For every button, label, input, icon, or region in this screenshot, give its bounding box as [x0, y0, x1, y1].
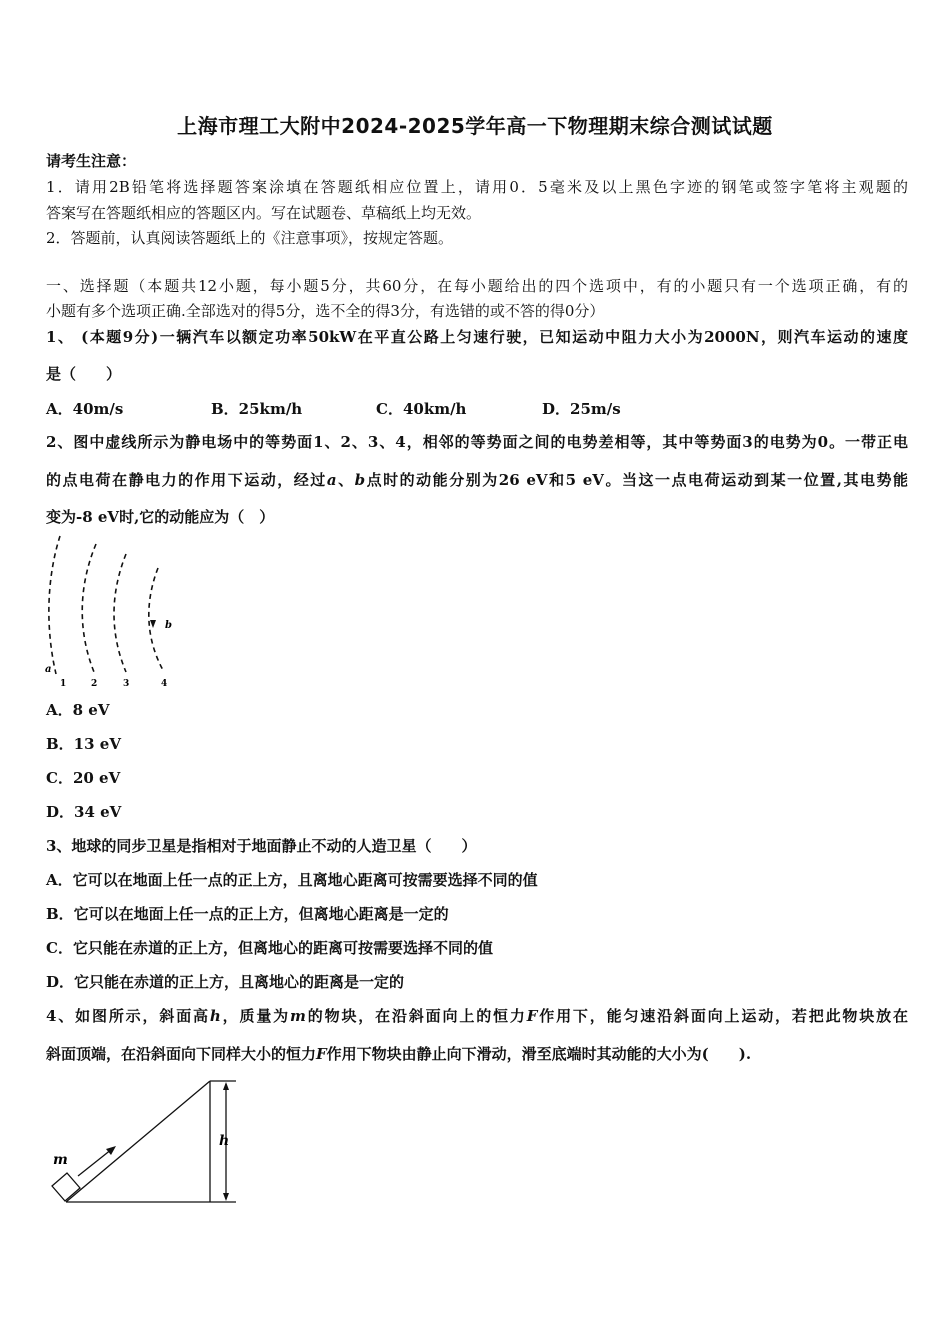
q3-stem: 3、地球的同步卫星是指相对于地面静止不动的人造卫星（ ） — [46, 837, 477, 855]
equipotential-surface-1 — [49, 536, 60, 674]
notice-item-1-line-2: 答案写在答题纸相应的答题区内。写在试题卷、草稿纸上均无效。 — [46, 204, 482, 222]
section-header-line-1: 一、选择题（本题共12小题，每小题5分，共60分，在每小题给出的四个选项中，有的小题只有一个选项正确，有的 — [46, 277, 908, 295]
trajectory-arrow-icon — [150, 620, 156, 628]
point-a-label: a — [45, 664, 52, 675]
q4-stem-line-1: 4、如图所示，斜面高h，质量为m的物块，在沿斜面向上的恒力F作用下，能匀速沿斜面向上运动，若把此物块放在 — [46, 1007, 908, 1025]
q2-stem-line-2: 的点电荷在静电力的作用下运动，经过a、b点时的动能分别为26 eV和5 eV。当这一点电荷运动到某一位置,其电势能 — [46, 471, 908, 489]
notice-item-2: 2．答题前，认真阅读答题纸上的《注意事项》，按规定答题。 — [46, 229, 454, 247]
surface-label-2: 2 — [91, 679, 98, 689]
equipotential-surface-3 — [114, 554, 126, 672]
notice-item-1-line-1: 1．请用2B铅笔将选择题答案涂填在答题纸相应位置上，请用0．5毫米及以上黑色字迹的钢笔或签字笔将主观题的 — [46, 178, 908, 196]
q4-stem-line-2: 斜面顶端，在沿斜面向下同样大小的恒力F作用下物块由静止向下滑动，滑至底端时其动能的大小为( ). — [46, 1045, 752, 1063]
q3-option-a: A．它可以在地面上任一点的正上方，且离地心距离可按需要选择不同的值 — [46, 871, 538, 889]
height-label: h — [219, 1133, 230, 1149]
q1-option-d: D．25m/s — [542, 400, 621, 418]
q1-option-c: C．40km/h — [376, 400, 467, 418]
q1-option-b: B．25km/h — [211, 400, 303, 418]
q2-stem-line-1: 2、图中虚线所示为静电场中的等势面1、2、3、4，相邻的等势面之间的电势差相等，其中等势面3的电势为0。一带正电 — [46, 433, 908, 451]
block-m — [52, 1173, 80, 1201]
point-b-label: b — [165, 620, 172, 631]
force-arrow-line — [78, 1149, 112, 1176]
incline-slope — [66, 1081, 210, 1202]
surface-label-1: 1 — [60, 679, 67, 689]
q2-option-b: B．13 eV — [46, 735, 121, 753]
height-up-arrow-icon — [223, 1082, 229, 1090]
q3-option-b: B．它可以在地面上任一点的正上方，但离地心距离是一定的 — [46, 905, 449, 923]
equipotential-figure — [40, 532, 190, 692]
q3-option-c: C．它只能在赤道的正上方，但离地心的距离可按需要选择不同的值 — [46, 939, 493, 957]
q2-option-c: C．20 eV — [46, 769, 121, 787]
incline-figure — [44, 1074, 254, 1209]
surface-label-4: 4 — [161, 679, 168, 689]
notice-heading: 请考生注意： — [46, 152, 137, 170]
q1-stem-line-1: 1、 (本题9分)一辆汽车以额定功率50kW在平直公路上匀速行驶，已知运动中阻力大小为2000N，则汽车运动的速度 — [46, 328, 908, 346]
q1-option-a: A．40m/s — [46, 400, 124, 418]
q2-option-d: D．34 eV — [46, 803, 122, 821]
height-down-arrow-icon — [223, 1193, 229, 1201]
mass-label: m — [53, 1152, 68, 1168]
section-header-line-2: 小题有多个选项正确.全部选对的得5分，选不全的得3分，有选错的或不答的得0分） — [46, 302, 605, 320]
q1-stem-line-2: 是（ ） — [46, 365, 122, 383]
q3-option-d: D．它只能在赤道的正上方，且离地心的距离是一定的 — [46, 973, 405, 991]
force-arrow-icon — [106, 1146, 116, 1155]
surface-label-3: 3 — [123, 679, 130, 689]
q2-stem-line-3: 变为-8 eV时,它的动能应为（ ） — [46, 508, 275, 526]
page-title: 上海市理工大附中2024-2025学年高一下物理期末综合测试试题 — [177, 114, 773, 138]
q2-option-a: A．8 eV — [46, 701, 110, 719]
equipotential-surface-2 — [82, 544, 96, 672]
